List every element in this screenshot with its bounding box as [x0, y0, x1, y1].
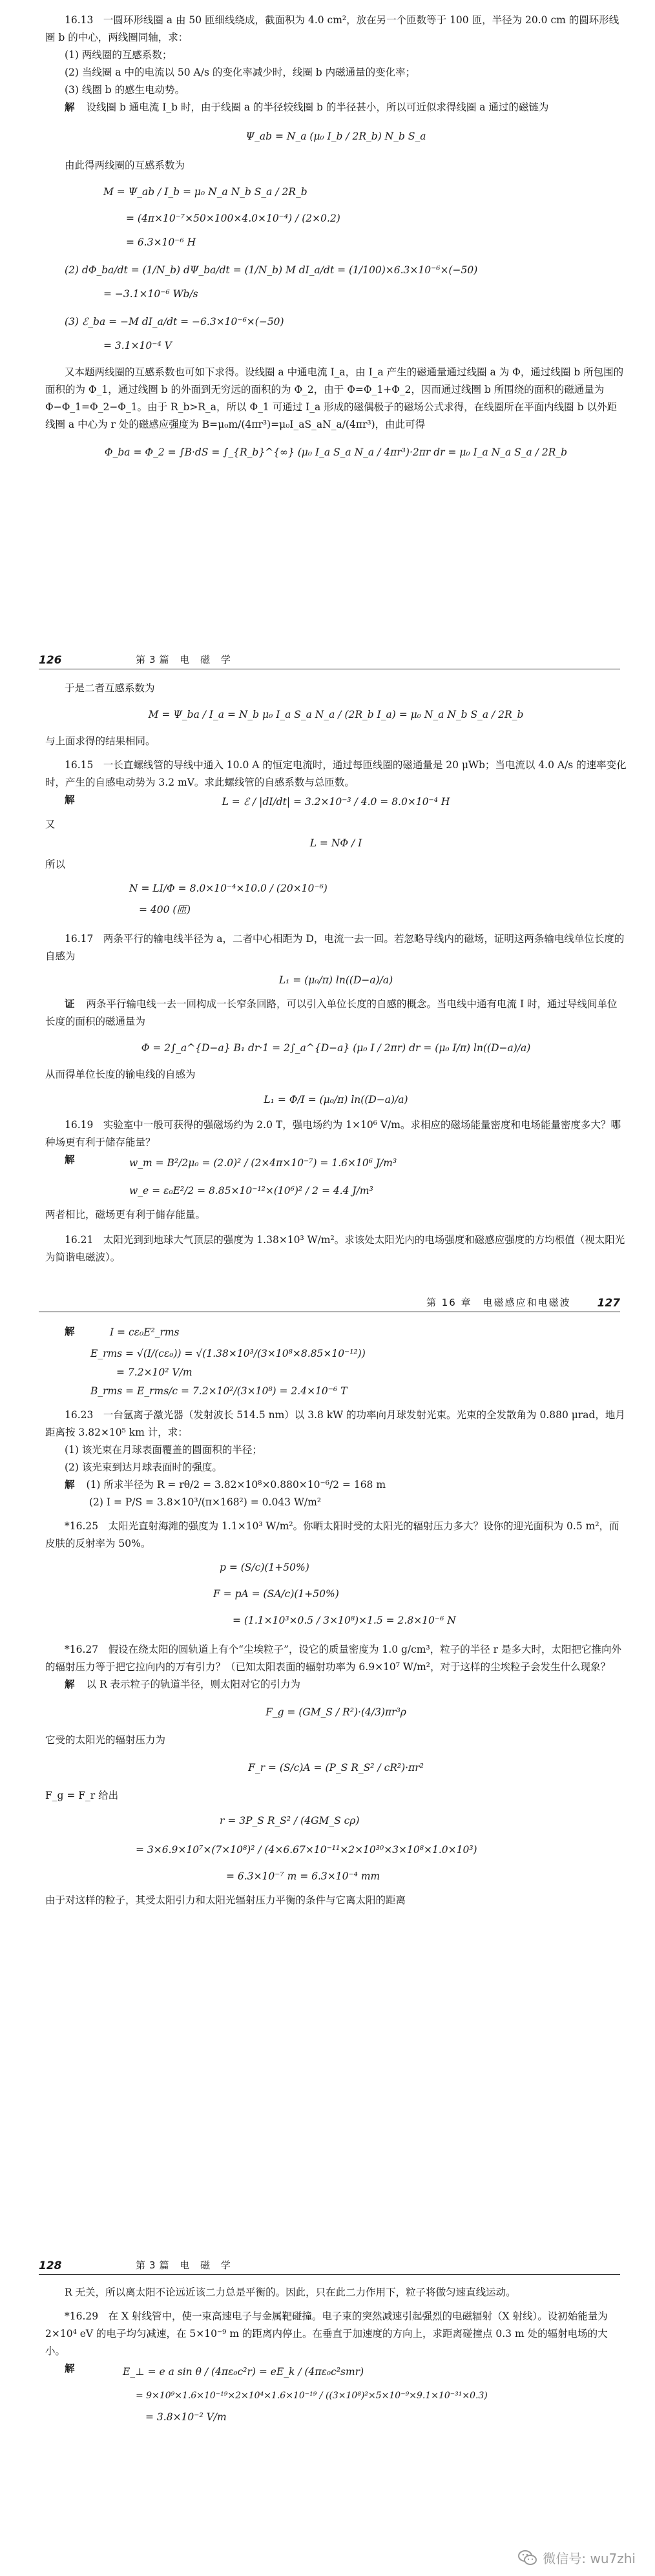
- solution-label: 解: [65, 1679, 75, 1690]
- list-item: (1) 该光束在月球表面覆盖的圆面积的半径；: [65, 1444, 262, 1456]
- solution-label: 解: [65, 1154, 75, 1166]
- equation: = 400 (匝): [139, 904, 191, 916]
- equation: E_⊥ = e a sin θ / (4πε₀c²r) = eE_k / (4πε₀c²smr): [123, 2366, 364, 2378]
- text-line: 由于对这样的粒子，其受太阳引力和太阳光辐射压力平衡的条件与它离太阳的距离: [45, 1894, 406, 1906]
- equation: = 9×10⁹×1.6×10⁻¹⁹×2×10⁴×1.6×10⁻¹⁹ / ((3×10⁸)²×5×10⁻⁹×9.1×10⁻³¹×0.3): [136, 2391, 488, 2401]
- equation: = −3.1×10⁻⁶ Wb/s: [103, 288, 198, 300]
- solution-label: 解: [65, 101, 75, 113]
- text-line: 与上面求得的结果相同。: [45, 735, 156, 747]
- page-number: 127: [597, 1297, 620, 1310]
- solution-label: 解: [65, 1479, 75, 1491]
- watermark-text: 微信号: wu7zhi: [543, 2551, 636, 2566]
- equation: w_m = B²/2μ₀ = (2.0)² / (2×4π×10⁻⁷) = 1.6×10⁶ J/m³: [129, 1157, 397, 1169]
- text-line: 所以: [45, 859, 66, 870]
- page-number: 128: [39, 2259, 62, 2272]
- text-line: F_g = F_r 给出: [45, 1790, 119, 1801]
- list-item: (2) 当线圈 a 中的电流以 50 A/s 的变化率减少时，线圈 b 内磁通量的变化率；: [65, 67, 416, 78]
- problem-16-13: 16.13 一圆环形线圈 a 由 50 匝细线绕成，截面积为 4.0 cm²，放在另一个匝数等于 100 匝，半径为 20.0 cm 的圆环形线圈 b 的中心，两线圈同轴，求：: [45, 14, 619, 43]
- problem-16-19: 16.19 实验室中一般可获得的强磁场约为 2.0 T，强电场约为 1×10⁶ V/m。求相应的磁场能量密度和电场能量密度多大？哪种场更有利于储存能量？: [45, 1119, 621, 1148]
- list-item: (2) 该光束到达月球表面时的强度。: [65, 1461, 222, 1473]
- solution-text: (1) 所求半径为 R = rθ/2 = 3.82×10⁸×0.880×10⁻⁶/2 = 168 m: [86, 1479, 386, 1491]
- problem-16-27: *16.27 假设在绕太阳的圆轨道上有个“尘埃粒子”，设它的质量密度为 1.0 g/cm³，粒子的半径 r 是多大时，太阳把它推向外的辐射压力等于把它拉向内的万有引力？（已知太阳表面的辐射功率为 6.9×10⁷ W/m²，对于这样的尘埃粒子会发生什么现象？: [45, 1644, 621, 1673]
- page-header-title: 第3篇 电 磁 学: [136, 654, 234, 665]
- text-line: 由此得两线圈的互感系数为: [65, 160, 185, 171]
- equation: F = pA = (SA/c)(1+50%): [213, 1588, 339, 1600]
- equation: = (4π×10⁻⁷×50×100×4.0×10⁻⁴) / (2×0.2): [126, 213, 340, 224]
- text-line: 从而得单位长度的输电线的自感为: [45, 1069, 196, 1080]
- page-header: [39, 2255, 620, 2275]
- paragraph: 又本题两线圈的互感系数也可如下求得。设线圈 a 中通电流 I_a，由 I_a 产生的磁通量通过线圈 a 为 Φ，通过线圈 b 所包围的面积的为 Φ_1，通过线圈 b 的外面到无穷远的面积的为 Φ_2，由于 Φ=Φ_1+Φ_2，因而通过线圈 b 所围绕的面积的磁通量为 Φ−Φ_1=Φ_2−Φ_1。由于 R_b>R_a，所以 Φ_1 可通过 I_a 形成的磁偶极子的磁场公式求得，在线圈所在平面内线圈 b 以外距线圈 a 中心为 r 处的磁感应强度为 B=μ₀m/(4πr³)=μ₀I_aS_aN_a/(4πr³)，由此可得: [45, 366, 624, 430]
- proof-text: 两条平行输电线一去一回构成一长窄条回路，可以引入单位长度的自感的概念。当电线中通有电流 I 时，通过导线间单位长度的面积的磁通量为: [45, 998, 618, 1027]
- equation: (3) ℰ_ba = −M dI_a/dt = −6.3×10⁻⁶×(−50): [65, 316, 284, 328]
- page-header-title: 第3篇 电 磁 学: [136, 2259, 234, 2271]
- equation: L₁ = (μ₀/π) ln((D−a)/a): [278, 974, 393, 986]
- text-line: 于是二者互感系数为: [65, 682, 155, 694]
- page-2: [45, 680, 627, 1266]
- list-item: (3) 线圈 b 的感生电动势。: [65, 84, 185, 96]
- equation: p = (S/c)(1+50%): [220, 1562, 309, 1573]
- page-number: 126: [39, 654, 62, 667]
- solution-label: 解: [65, 1326, 75, 1337]
- problem-16-23: 16.23 一台氩离子激光器（发射波长 514.5 nm）以 3.8 kW 的功率向月球发射光束。光束的全发散角为 0.880 μrad，地月距离按 3.82×10⁵ km 计，求：: [45, 1409, 625, 1438]
- equation: I = cε₀E²_rms: [110, 1326, 180, 1338]
- equation: N = LI/Φ = 8.0×10⁻⁴×10.0 / (20×10⁻⁶): [129, 883, 328, 894]
- equation: L = NΦ / I: [309, 837, 362, 849]
- problem-16-15: 16.15 一长直螺线管的导线中通入 10.0 A 的恒定电流时，通过每匝线圈的磁通量是 20 μWb；当电流以 4.0 A/s 的速率变化时，产生的自感电动势为 3.2 mV。求此螺线管的自感系数与总匝数。: [45, 759, 627, 788]
- solution-label: 解: [65, 794, 75, 806]
- equation: = 6.3×10⁻⁶ H: [126, 236, 196, 248]
- problem-16-29: *16.29 在 X 射线管中，使一束高速电子与金属靶碰撞。电子束的突然减速引起强烈的电磁辐射（X 射线）。设初始能量为 2×10⁴ eV 的电子均匀减速，在 5×10⁻⁹ m 的距离内停止。在垂直于加速度的方向上，求距离碰撞点 0.3 m 处的辐射电场的大小。: [45, 2310, 608, 2357]
- equation: B_rms = E_rms/c = 7.2×10²/(3×10⁸) = 2.4×10⁻⁶ T: [90, 1385, 348, 1397]
- equation: M = Ψ_ba / I_a = N_b μ₀ I_a S_a N_a / (2R_b I_a) = μ₀ N_a N_b S_a / 2R_b: [148, 709, 524, 720]
- equation: = 3.8×10⁻² V/m: [145, 2411, 227, 2423]
- page-header: [39, 649, 620, 669]
- equation: L = ℰ / |dI/dt| = 3.2×10⁻³ / 4.0 = 8.0×10⁻⁴ H: [222, 796, 450, 808]
- page-3: [45, 1323, 627, 1909]
- equation: Ψ_ab = N_a (μ₀ I_b / 2R_b) N_b S_a: [245, 131, 426, 142]
- list-item: (1) 两线圈的互感系数；: [65, 49, 172, 61]
- equation: = (1.1×10³×0.5 / 3×10⁸)×1.5 = 2.8×10⁻⁶ N: [233, 1615, 456, 1626]
- equation: = 3×6.9×10⁷×(7×10⁸)² / (4×6.67×10⁻¹¹×2×10³⁰×3×10⁸×1.0×10³): [136, 1844, 477, 1856]
- page-1: [45, 12, 627, 463]
- text-line: 又: [45, 819, 56, 830]
- equation: L₁ = Φ/I = (μ₀/π) ln((D−a)/a): [264, 1094, 408, 1105]
- solution-text: 以 R 表示粒子的轨道半径，则太阳对它的引力为: [86, 1679, 301, 1690]
- equation: = 3.1×10⁻⁴ V: [103, 340, 172, 351]
- problem-16-25: *16.25 太阳光直射海滩的强度为 1.1×10³ W/m²。你晒太阳时受的太阳光的辐射压力多大？设你的迎光面积为 0.5 m²，而皮肤的反射率为 50%。: [45, 1520, 619, 1549]
- equation: F_g = (GM_S / R²)·(4/3)πr³ρ: [265, 1706, 406, 1718]
- equation: Φ = 2∫_a^{D−a} B₁ dr·1 = 2∫_a^{D−a} (μ₀ I / 2πr) dr = (μ₀ I/π) ln((D−a)/a): [141, 1042, 531, 1054]
- page-4: [45, 2284, 627, 2427]
- page-header: [39, 1292, 620, 1312]
- equation: Φ_ba = Φ_2 = ∫B·dS = ∫_{R_b}^{∞} (μ₀ I_a S_a N_a / 4πr³)·2πr dr = μ₀ I_a N_a S_a / 2R_b: [104, 446, 568, 458]
- proof-label: 证: [65, 998, 75, 1010]
- solution-label: 解: [65, 2363, 75, 2374]
- equation: F_r = (S/c)A = (P_S R_S² / cR²)·πr²: [248, 1762, 424, 1774]
- watermark: [518, 2548, 636, 2567]
- equation: = 7.2×10² V/m: [116, 1367, 192, 1378]
- equation: E_rms = √(I/(cε₀)) = √(1.38×10³/(3×10⁸×8.85×10⁻¹²)): [90, 1348, 366, 1359]
- page-header-title: 第 16 章 电磁感应和电磁波: [426, 1297, 571, 1308]
- solution-text: 设线圈 b 通电流 I_b 时，由于线圈 a 的半径较线圈 b 的半径甚小，所以可近似求得线圈 a 通过的磁链为: [86, 101, 549, 113]
- solution-text: (2) I = P/S = 3.8×10³/(π×168²) = 0.043 W/m²: [89, 1496, 322, 1508]
- equation: = 6.3×10⁻⁷ m = 6.3×10⁻⁴ mm: [226, 1870, 380, 1882]
- text-line: 两者相比，磁场更有利于储存能量。: [45, 1209, 206, 1220]
- equation: M = Ψ_ab / I_b = μ₀ N_a N_b S_a / 2R_b: [103, 186, 307, 198]
- wechat-icon: [518, 2550, 537, 2566]
- problem-16-17: 16.17 两条平行的输电线半径为 a，二者中心相距为 D，电流一去一回。若忽略导线内的磁场，证明这两条输电线单位长度的自感为: [45, 933, 625, 962]
- text-line: R 无关，所以离太阳不论远近该二力总是平衡的。因此，只在此二力作用下，粒子将做匀速直线运动。: [65, 2287, 516, 2298]
- equation: (2) dΦ_ba/dt = (1/N_b) dΨ_ba/dt = (1/N_b) M dI_a/dt = (1/100)×6.3×10⁻⁶×(−50): [65, 264, 478, 276]
- equation: w_e = ε₀E²/2 = 8.85×10⁻¹²×(10⁶)² / 2 = 4.4 J/m³: [129, 1185, 373, 1197]
- equation: r = 3P_S R_S² / (4GM_S cρ): [220, 1815, 360, 1827]
- problem-16-21: 16.21 太阳光到到地球大气顶层的强度为 1.38×10³ W/m²。求该处太阳光内的电场强度和磁感应强度的方均根值（视太阳光为简谐电磁波）。: [45, 1234, 625, 1263]
- text-line: 它受的太阳光的辐射压力为: [45, 1734, 166, 1746]
